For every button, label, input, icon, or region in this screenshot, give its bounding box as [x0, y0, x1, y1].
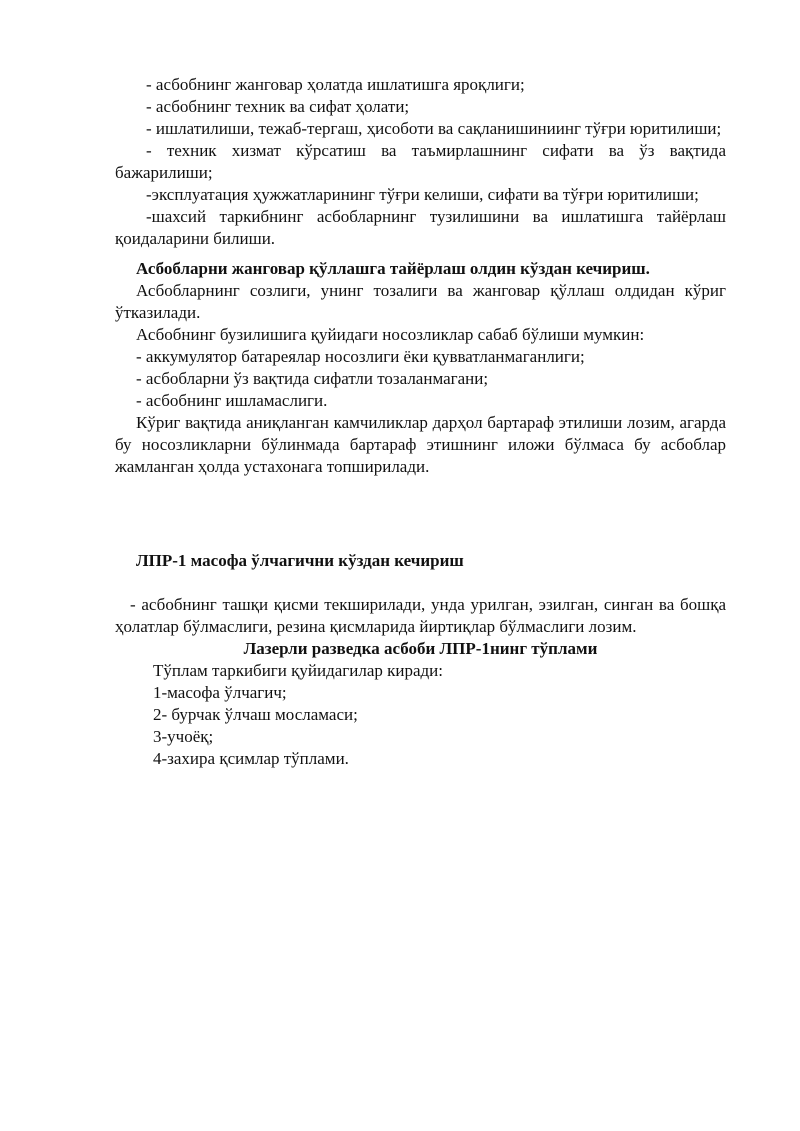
list-item: - аккумулятор батареялар носозлиги ёки қувватланмаганлиги; — [136, 347, 585, 366]
subsection-heading: Лазерли разведка асбоби ЛПР-1нинг тўплами — [243, 639, 598, 658]
paragraph: Асбобнинг бузилишига қуйидаги носозликлар сабаб бўлиши мумкин: — [136, 325, 645, 344]
section-heading: ЛПР-1 масофа ўлчагични кўздан кечириш — [136, 551, 464, 570]
document-body — [115, 74, 726, 770]
list-item: - асбобнинг техник ва сифат ҳолати; — [146, 97, 410, 116]
list-item: - асбобларни ўз вақтида сифатли тозаланмагани; — [136, 369, 489, 388]
section-heading: Асбобларни жанговар қўллашга тайёрлаш олдин кўздан кечириш. — [136, 259, 650, 278]
list-item: 2- бурчак ўлчаш мосламаси; — [153, 705, 358, 724]
list-item: 3-учоёқ; — [153, 727, 214, 746]
list-item: 4-захира қсимлар тўплами. — [153, 749, 349, 768]
kit-intro: Тўплам таркибиги қуйидагилар киради: — [153, 661, 443, 680]
paragraph: Кўриг вақтида аниқланган камчиликлар дарҳол бартараф этилиши лозим, агарда бу носозликларни бўлинмада бартараф этишнинг иложи бўлмаса бу асбоблар жамланган ҳолда устахонага топширилади. — [115, 413, 726, 476]
paragraph: - асбобнинг ташқи қисми текширилади, унда урилган, эзилган, синган ва бошқа ҳолатлар бўлмаслиги, резина қисмларида йиртиқлар бўлмаслиги лозим. — [115, 595, 726, 636]
list-item: - асбобнинг ишламаслиги. — [136, 391, 328, 410]
list-item: - асбобнинг жанговар ҳолатда ишлатишга яроқлиги; — [146, 75, 525, 94]
list-item: -эксплуатация ҳужжатларининг тўғри келиши, сифати ва тўғри юритилиши; — [146, 185, 699, 204]
kit-list — [115, 660, 726, 770]
list-item: -шахсий таркибнинг асбобларнинг тузилишини ва ишлатишга тайёрлаш қоидаларини билиши. — [115, 207, 726, 248]
paragraph: Асбобларнинг созлиги, унинг тозалиги ва жанговар қўллаш олдидан кўриг ўтказилади. — [115, 281, 726, 322]
list-item: - ишлатилиши, тежаб-тергаш, ҳисоботи ва сақланишиниинг тўғри юритилиши; — [146, 119, 722, 138]
list-item: 1-масофа ўлчагич; — [153, 683, 287, 702]
list-item: - техник хизмат кўрсатиш ва таъмирлашнинг сифати ва ўз вақтида бажарилиши; — [115, 141, 726, 182]
